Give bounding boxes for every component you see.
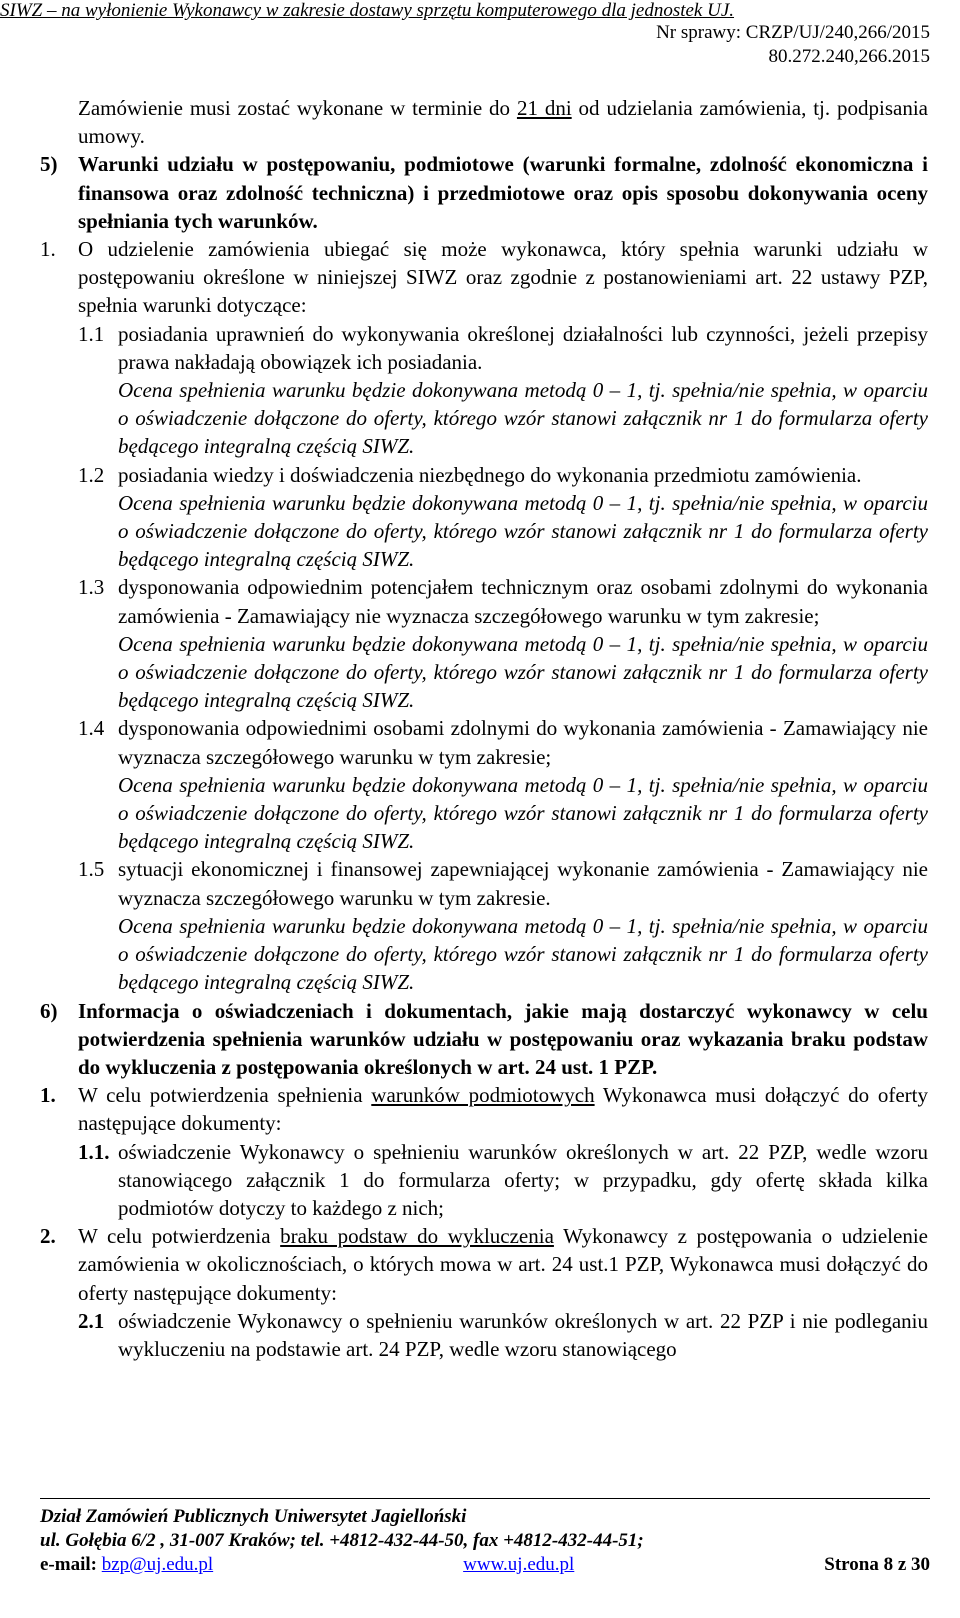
evaluation-note: Ocena spełnienia warunku będzie dokonywana metodą 0 – 1, tj. spełnia/nie spełnia, w oparciu o oświadczenie dołączone do oferty, którego wzór stanowi załącznik nr 1 do formularza oferty będącego integralną częścią SIWZ. [118,490,928,572]
page-footer [40,1498,930,1577]
intro-paragraph: Zamówienie musi zostać wykonane w terminie do 21 dni od udzielania zamówienia, tj. podpisania umowy. [78,96,929,149]
case-number: Nr sprawy: CRZP/UJ/240,266/2015 [656,22,930,43]
section-6-heading: 6) Informacja o oświadczeniach i dokumentach, jakie mają dostarczyć wykonawcy w celu potwierdzenia spełnienia warunków udziału w postępowaniu oraz wykazania braku podstaw do wykluczenia z postępowania określonych w art. 24 ust. 1 PZP. [40,998,928,1079]
item-1-5: 1.5 sytuacji ekonomicznej i finansowej zapewniającej wykonanie zamówienia - Zamawiający nie wyznacza szczegółowego warunku w tym zakresie. Ocena spełnienia warunku będzie dokonywana metodą 0 – 1, tj. spełnia/nie spełnia, w oparciu o oświadczenie dołączone do oferty, którego wzór stanowi załącznik nr 1 do formularza oferty będącego integralną częścią SIWZ. [40,855,928,996]
document-body [40,94,928,1363]
point-1: 1. O udzielenie zamówienia ubiegać się może wykonawca, który spełnia warunki udziału w postępowaniu określone w niniejszej SIWZ oraz zgodnie z postanowieniami art. 22 ustawy PZP, spełnia warunki dotyczące: [40,237,928,318]
doc-point-1-1: 1.1. oświadczenie Wykonawcy o spełnieniu warunków określonych w art. 22 PZP, wedle wzoru stanowiącego załącznik 1 do formularza oferty; w przypadku, gdy ofertę składa kilka podmiotów dotyczy to każdego z nich; [78,1139,928,1220]
item-1-2: 1.2 posiadania wiedzy i doświadczenia niezbędnego do wykonania przedmiotu zamówienia. Ocena spełnienia warunku będzie dokonywana metodą 0 – 1, tj. spełnia/nie spełnia, w oparciu o oświadczenie dołączone do oferty, którego wzór stanowi załącznik nr 1 do formularza oferty będącego integralną częścią SIWZ. [40,461,928,574]
website-link[interactable]: www.uj.edu.pl [463,1554,575,1575]
doc-point-2-1: 2.1 oświadczenie Wykonawcy o spełnieniu warunków określonych w art. 22 PZP i nie podleganiu wykluczeniu na podstawie art. 24 PZP, wedle wzoru stanowiącego [78,1308,928,1361]
page-number: Strona 8 z 30 [824,1554,930,1575]
item-1-3: 1.3 dysponowania odpowiednim potencjałem technicznym oraz osobami zdolnymi do wykonania zamówienia - Zamawiający nie wyznacza szczegółowego warunku w tym zakresie; Ocena spełnienia warunku będzie dokonywana metodą 0 – 1, tj. spełnia/nie spełnia, w oparciu o oświadczenie dołączone do oferty, którego wzór stanowi załącznik nr 1 do formularza oferty będącego integralną częścią SIWZ. [40,573,928,714]
evaluation-note: Ocena spełnienia warunku będzie dokonywana metodą 0 – 1, tj. spełnia/nie spełnia, w oparciu o oświadczenie dołączone do oferty, którego wzór stanowi załącznik nr 1 do formularza oferty będącego integralną częścią SIWZ. [118,631,928,713]
doc-point-1: 1. W celu potwierdzenia spełnienia warunków podmiotowych Wykonawca musi dołączyć do oferty następujące dokumenty: [40,1083,928,1136]
footer-email: e-mail: bzp@uj.edu.pl [40,1554,214,1575]
evaluation-note: Ocena spełnienia warunku będzie dokonywana metodą 0 – 1, tj. spełnia/nie spełnia, w oparciu o oświadczenie dołączone do oferty, którego wzór stanowi załącznik nr 1 do formularza oferty będącego integralną częścią SIWZ. [118,378,928,459]
evaluation-note: Ocena spełnienia warunku będzie dokonywana metodą 0 – 1, tj. spełnia/nie spełnia, w oparciu o oświadczenie dołączone do oferty, którego wzór stanowi załącznik nr 1 do formularza oferty będącego integralną częścią SIWZ. [118,913,928,995]
email-link[interactable]: bzp@uj.edu.pl [101,1554,214,1575]
evaluation-note: Ocena spełnienia warunku będzie dokonywana metodą 0 – 1, tj. spełnia/nie spełnia, w oparciu o oświadczenie dołączone do oferty, którego wzór stanowi załącznik nr 1 do formularza oferty będącego integralną częścią SIWZ. [118,772,928,854]
footer-divider [40,1498,930,1499]
item-1-1: 1.1 posiadania uprawnień do wykonywania określonej działalności lub czynności, jeżeli przepisy prawa nakładają obowiązek ich posiadania. Ocena spełnienia warunku będzie dokonywana metodą 0 – 1, tj. spełnia/nie spełnia, w oparciu o oświadczenie dołączone do oferty, którego wzór stanowi załącznik nr 1 do formularza oferty będącego integralną częścią SIWZ. [40,320,928,461]
document-header-title: SIWZ – na wyłonienie Wykonawcy w zakresie dostawy sprzętu komputerowego dla jednostek UJ. [0,0,735,21]
item-1-4: 1.4 dysponowania odpowiednimi osobami zdolnymi do wykonania zamówienia - Zamawiający nie wyznacza szczegółowego warunku w tym zakresie; Ocena spełnienia warunku będzie dokonywana metodą 0 – 1, tj. spełnia/nie spełnia, w oparciu o oświadczenie dołączone do oferty, którego wzór stanowi załącznik nr 1 do formularza oferty będącego integralną częścią SIWZ. [40,714,928,855]
footer-org: Dział Zamówień Publicznych Uniwersytet Jagielloński [40,1506,467,1527]
footer-address: ul. Gołębia 6/2 , 31-007 Kraków; tel. +4812-432-44-50, fax +4812-432-44-51; [40,1530,644,1551]
section-5-heading: 5) Warunki udziału w postępowaniu, podmiotowe (warunki formalne, zdolność ekonomiczna i finansowa oraz zdolność techniczna) i przedmiotowe oraz opis sposobu dokonywania oceny spełniania tych warunków. [40,152,928,233]
doc-point-2: 2. W celu potwierdzenia braku podstaw do wykluczenia Wykonawcy z postępowania o udzielenie zamówienia w okolicznościach, o których mowa w art. 24 ust.1 PZP, Wykonawca musi dołączyć do oferty następujące dokumenty: [40,1224,928,1305]
footer-links-row [40,1553,930,1577]
case-code: 80.272.240,266.2015 [768,46,930,67]
